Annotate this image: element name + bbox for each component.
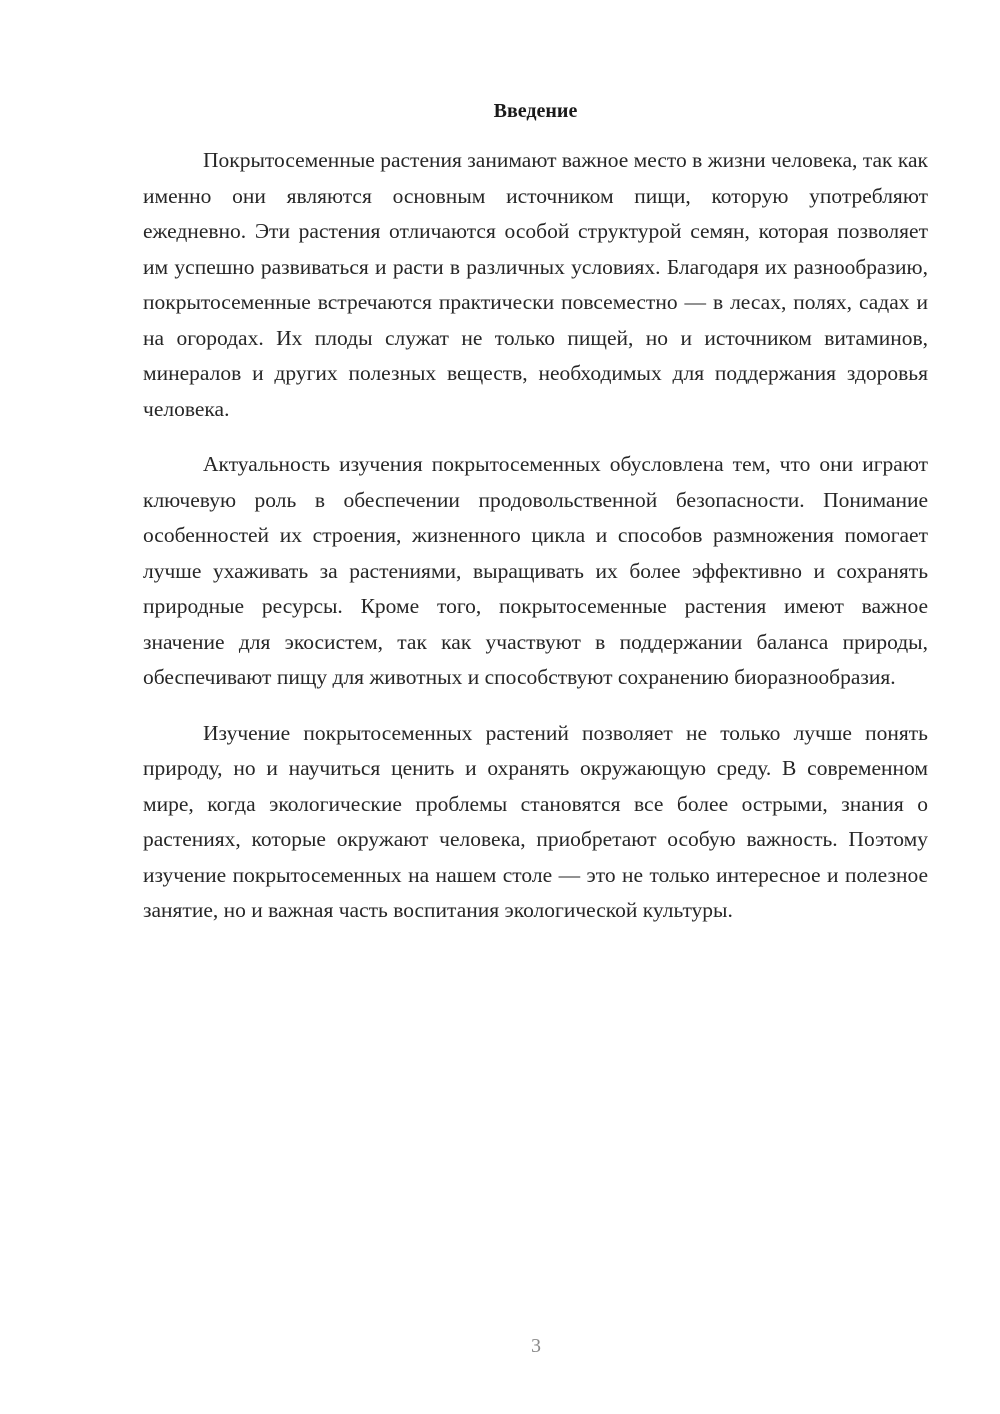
paragraph-3: Изучение покрытосеменных растений позволяет не только лучше понять природу, но и научиться ценить и охранять окружающую среду. В современном мире, когда экологические проблемы становятся все более острыми, знания о растениях, которые окружают человека, приобретают особую важность. Поэтому изучение покрытосеменных на нашем столе — это не только интересное и полезное занятие, но и важная часть воспитания экологической культуры. bbox=[143, 720, 928, 922]
paragraph-1: Покрытосеменные растения занимают важное место в жизни человека, так как именно они являются основным источником пищи, которую употребляют ежедневно. Эти растения отличаются особой структурой семян, которая позволяет им успешно развиваться и расти в различных условиях. Благодаря их разнообразию, покрытосеменные встречаются практически повсеместно — в лесах, полях, садах и на огородах. Их плоды служат не только пищей, но и источником витаминов, минералов и других полезных веществ, необходимых для поддержания здоровья человека. bbox=[143, 148, 928, 421]
body-text bbox=[143, 143, 928, 929]
page-number: 3 bbox=[531, 1335, 541, 1357]
paragraph-2: Актуальность изучения покрытосеменных обусловлена тем, что они играют ключевую роль в обеспечении продовольственной безопасности. Понимание особенностей их строения, жизненного цикла и способов размножения помогает лучше ухаживать за растениями, выращивать их более эффективно и сохранять природные ресурсы. Кроме того, покрытосеменные растения имеют важное значение для экосистем, так как участвуют в поддержании баланса природы, обеспечивают пищу для животных и способствуют сохранению биоразнообразия. bbox=[143, 452, 928, 689]
section-title: Введение bbox=[493, 100, 578, 122]
